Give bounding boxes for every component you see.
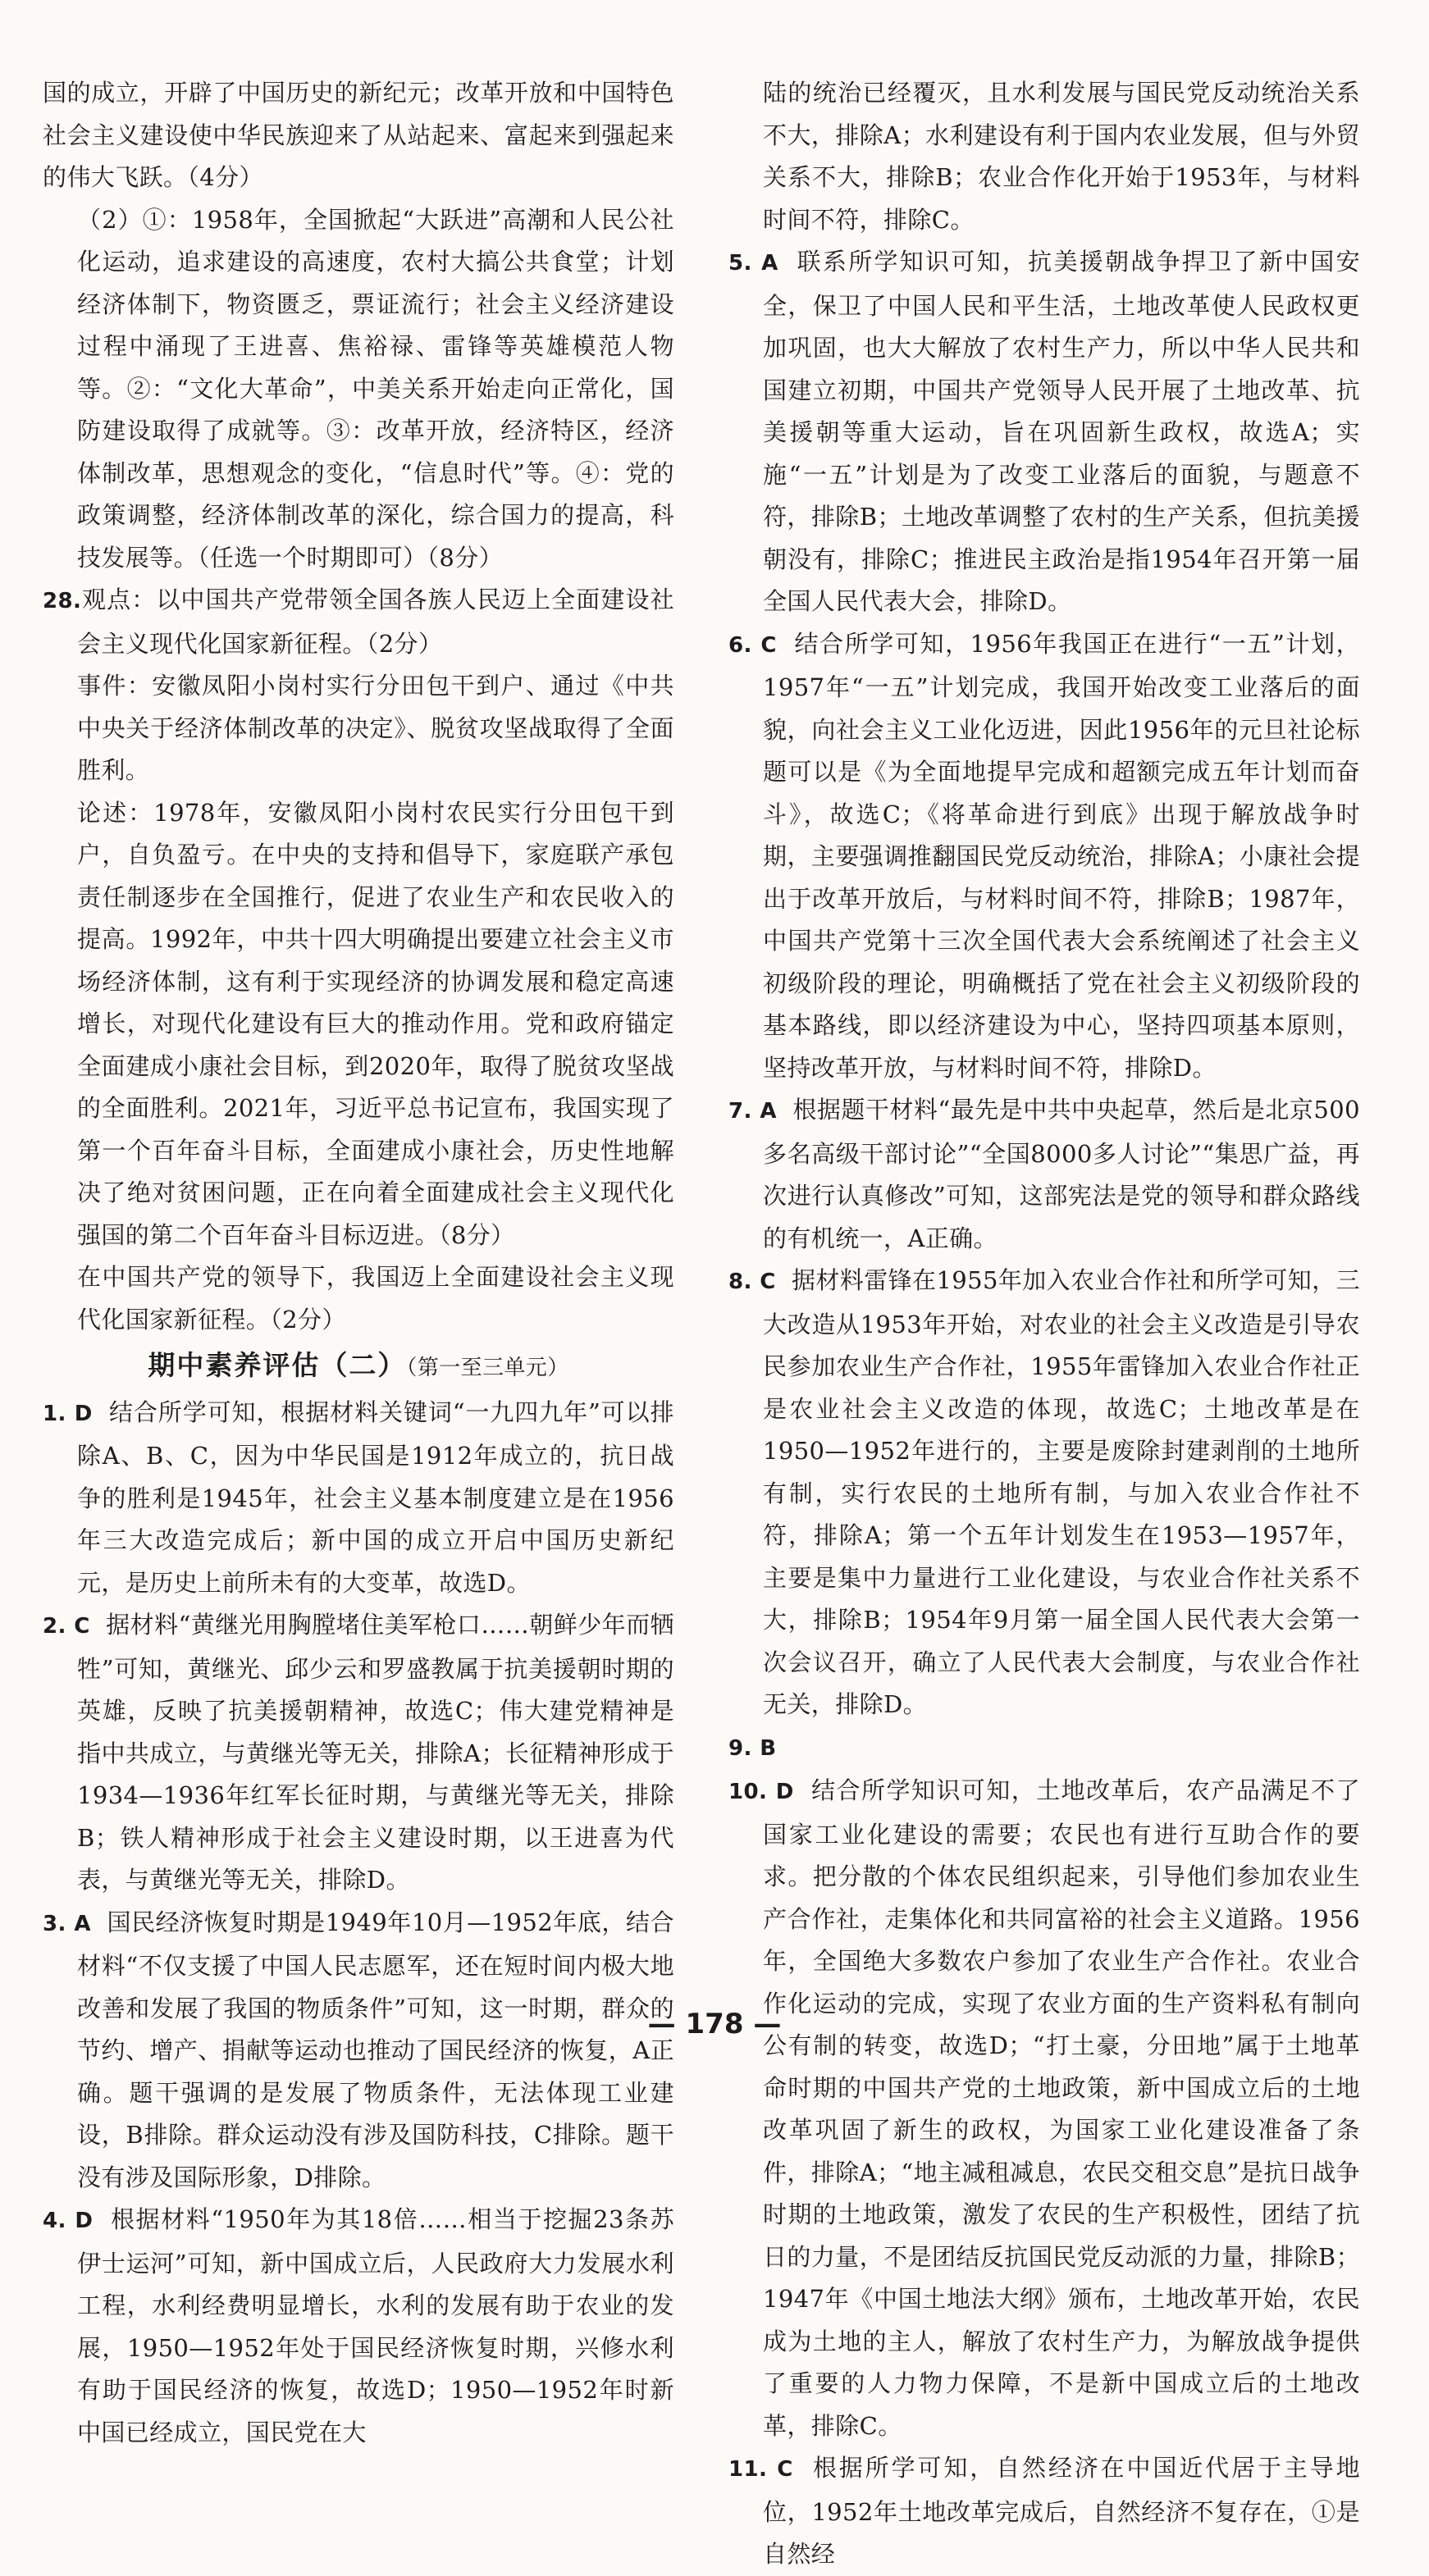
answer-text: 结合所学可知，1956年我国正在进行“一五”计划，1957年“一五”计划完成，我国开始改变工业落后的面貌，向社会主义工业化迈进，因此1956年的元旦社论标题可以是《为全面地提早完成和超额完成五年计划而奋斗》，故选C；《将革命进行到底》出现于解放战争时期，主要强调推翻国民党反动统治，排除A；小康社会提出于改革开放后，与材料时间不符，排除B；1987年，中国共产党第十三次全国代表大会系统阐述了社会主义初级阶段的理论，明确概括了党在社会主义初级阶段的基本路线，即以经济建设为中心，坚持四项基本原则，坚持改革开放，与材料时间不符，排除D。 xyxy=(763,629,1360,1082)
answer-text: 结合所学可知，根据材料关键词“一九四九年”可以排除A、B、C，因为中华民国是1912年成立的，抗日战争的胜利是1945年，社会主义基本制度建立是在1956年三大改造完成后；新中国的成立开启中国历史新纪元，是历史上前所未有的大变革，故选D。 xyxy=(77,1397,674,1597)
answer-text: 据材料雷锋在1955年加入农业合作社和所学可知，三大改造从1953年开始，对农业的社会主义改造是引导农民参加农业生产合作社，1955年雷锋加入农业合作社正是农业社会主义改造的体现，故选C；土地改革是在1950—1952年进行的，主要是废除封建剥削的土地所有制，实行农民的土地所有制，与加入农业合作社不符，排除A；第一个五年计划发生在1953—1957年，主要是集中力量进行工业化建设，与农业合作社关系不大，排除B；1954年9月第一届全国人民代表大会第一次会议召开，确立了人民代表大会制度，与农业合作社无关，排除D。 xyxy=(763,1266,1360,1718)
answer-text: 结合所学知识可知，土地改革后，农产品满足不了国家工业化建设的需要；农民也有进行互助合作的要求。把分散的个体农民组织起来，引导他们参加农业生产合作社，走集体化和共同富裕的社会主义道路。1956年，全国绝大多数农户参加了农业生产合作社。农业合作化运动的完成，实现了农业方面的生产资料私有制向公有制的转变，故选D；“打土豪，分田地”属于土地革命时期的中国共产党的土地政策，新中国成立后的土地改革巩固了新生的政权，为国家工业化建设准备了条件，排除A；“地主减租减息，农民交租交息”是抗日战争时期的土地政策，激发了农民的生产积极性，团结了抗日的力量，不是团结反抗国民党反动派的力量，排除B；1947年《中国土地法大纲》颁布，土地改革开始，农民成为土地的主人，解放了农村生产力，为解放战争提供了重要的人力物力保障，不是新中国成立后的土地改革，排除C。 xyxy=(763,1776,1360,2440)
paragraph-q4-continued: 陆的统治已经覆灭，且水利发展与国民党反动统治关系不大，排除A；水利建设有利于国内农业发展，但与外贸关系不大，排除B；农业合作化开始于1953年，与材料时间不符，排除C。 xyxy=(763,79,1360,234)
right-column xyxy=(728,72,1360,2576)
question-number: 1. D xyxy=(43,1401,93,1426)
question-10 xyxy=(728,1770,1360,2447)
question-3 xyxy=(43,1902,674,2200)
question-6 xyxy=(728,623,1360,1090)
answer-text: 国民经济恢复时期是1949年10月—1952年底，结合材料“不仅支援了中国人民志愿军，还在短时间内极大地改善和发展了我国的物质条件”可知，这一时期，群众的节约、增产、捐献等运动也推动了国民经济的恢复，A正确。题干强调的是发展了物质条件，无法体现工业建设，B排除。群众运动没有涉及国防科技，C排除。题干没有涉及国际形象，D排除。 xyxy=(77,1908,674,2191)
question-11 xyxy=(728,2447,1360,2576)
question-number: 2. C xyxy=(43,1614,90,1639)
question-2 xyxy=(43,1604,674,1902)
question-number: 3. A xyxy=(43,1911,91,1936)
question-4 xyxy=(43,2199,674,2454)
question-9 xyxy=(728,1726,1360,1771)
question-number: 9. B xyxy=(728,1735,777,1761)
question-7 xyxy=(728,1089,1360,1260)
question-number: 4. D xyxy=(43,2209,94,2233)
question-number: 8. C xyxy=(728,1270,776,1294)
answer-text: 观点：以中国共产党带领全国各族人民迈上全面建设社会主义现代化国家新征程。（2分） xyxy=(77,586,674,658)
answer-text: 根据题干材料“最先是中共中央起草，然后是北京500多名高级干部讨论”“全国8000多人讨论”“集思广益，再次进行认真修改”可知，这部宪法是党的领导和群众路线的有机统一，A正确。 xyxy=(763,1096,1360,1252)
paragraph-q28-event: 事件：安徽凤阳小岗村实行分田包干到户、通过《中共中央关于经济体制改革的决定》、脱贫攻坚战取得了全面胜利。 xyxy=(77,672,674,784)
question-number: 7. A xyxy=(728,1099,777,1124)
question-1 xyxy=(43,1392,674,1605)
left-column xyxy=(43,72,674,2454)
section-title-sub: （第一至三单元） xyxy=(406,1356,569,1380)
question-8 xyxy=(728,1260,1360,1726)
answer-text: 联系所学知识可知，抗美援朝战争捍卫了新中国安全，保卫了中国人民和平生活，土地改革使人民政权更加巩固，也大大解放了农村生产力，所以中华人民共和国建立初期，中国共产党领导人民开展了土地改革、抗美援朝等重大运动，旨在巩固新生政权，故选A；实施“一五”计划是为了改变工业落后的面貌，与题意不符，排除B；土地改革调整了农村的生产关系，但抗美援朝没有，排除C；推进民主政治是指1954年召开第一届全国人民代表大会，排除D。 xyxy=(763,248,1360,615)
answer-text: 根据所学可知，自然经济在中国近代居于主导地位，1952年土地改革完成后，自然经济不复存在，①是自然经 xyxy=(763,2454,1360,2568)
question-number: 10. D xyxy=(728,1780,794,1804)
section-title-main: 期中素养评估（二） xyxy=(148,1349,407,1381)
question-number: 28. xyxy=(43,589,82,613)
paragraph-q28-argument: 论述：1978年，安徽凤阳小岗村农民实行分田包干到户，自负盈亏。在中央的支持和倡导下，家庭联产承包责任制逐步在全国推行，促进了农业生产和农民收入的提高。1992年，中共十四大明确提出要建立社会主义市场经济体制，这有利于实现经济的协调发展和稳定高速增长，对现代化建设有巨大的推动作用。党和政府锚定全面建成小康社会目标，到2020年，取得了脱贫攻坚战的全面胜利。2021年，习近平总书记宣布，我国实现了第一个百年奋斗目标，全面建成小康社会，历史性地解决了绝对贫困问题，正在向着全面建成社会主义现代化强国的第二个百年奋斗目标迈进。（8分） xyxy=(77,798,674,1249)
page-number: — 178 — xyxy=(647,2008,782,2040)
question-5 xyxy=(728,241,1360,623)
paragraph-q27-1: 国的成立，开辟了中国历史的新纪元；改革开放和中国特色社会主义建设使中华民族迎来了从站起来、富起来到强起来的伟大飞跃。（4分） xyxy=(43,79,674,191)
question-number: 5. A xyxy=(728,251,778,276)
question-number: 6. C xyxy=(728,632,777,658)
answer-text: 根据材料“1950年为其18倍……相当于挖掘23条苏伊士运河”可知，新中国成立后，人民政府大力发展水利工程，水利经费明显增长，水利的发展有助于农业的发展，1950—1952年处于国民经济恢复时期，兴修水利有助于国民经济的恢复，故选D；1950—1952年时新中国已经成立，国民党在大 xyxy=(77,2205,674,2446)
answer-text: 据材料“黄继光用胸膛堵住美军枪口……朝鲜少年而牺牲”可知，黄继光、邱少云和罗盛教属于抗美援朝时期的英雄，反映了抗美援朝精神，故选C；伟大建党精神是指中共成立，与黄继光等无关，排除A；长征精神形成于1934—1936年红军长征时期，与黄继光等无关，排除B；铁人精神形成于社会主义建设时期，以王进喜为代表，与黄继光等无关，排除D。 xyxy=(77,1611,674,1894)
section-title xyxy=(43,1344,674,1390)
question-number: 11. C xyxy=(728,2457,793,2482)
paragraph-q27-2: （2）①：1958年，全国掀起“大跃进”高潮和人民公社化运动，追求建设的高速度，农村大搞公共食堂；计划经济体制下，物资匮乏，票证流行；社会主义经济建设过程中涌现了王进喜、焦裕禄、雷锋等英雄模范人物等。②：“文化大革命”，中美关系开始走向正常化，国防建设取得了成就等。③：改革开放，经济特区，经济体制改革，思想观念的变化，“信息时代”等。④：党的政策调整，经济体制改革的深化，综合国力的提高，科技发展等。（任选一个时期即可）（8分） xyxy=(77,205,674,572)
question-28 xyxy=(43,579,674,665)
paragraph-q28-conclusion: 在中国共产党的领导下，我国迈上全面建设社会主义现代化国家新征程。（2分） xyxy=(77,1263,674,1334)
